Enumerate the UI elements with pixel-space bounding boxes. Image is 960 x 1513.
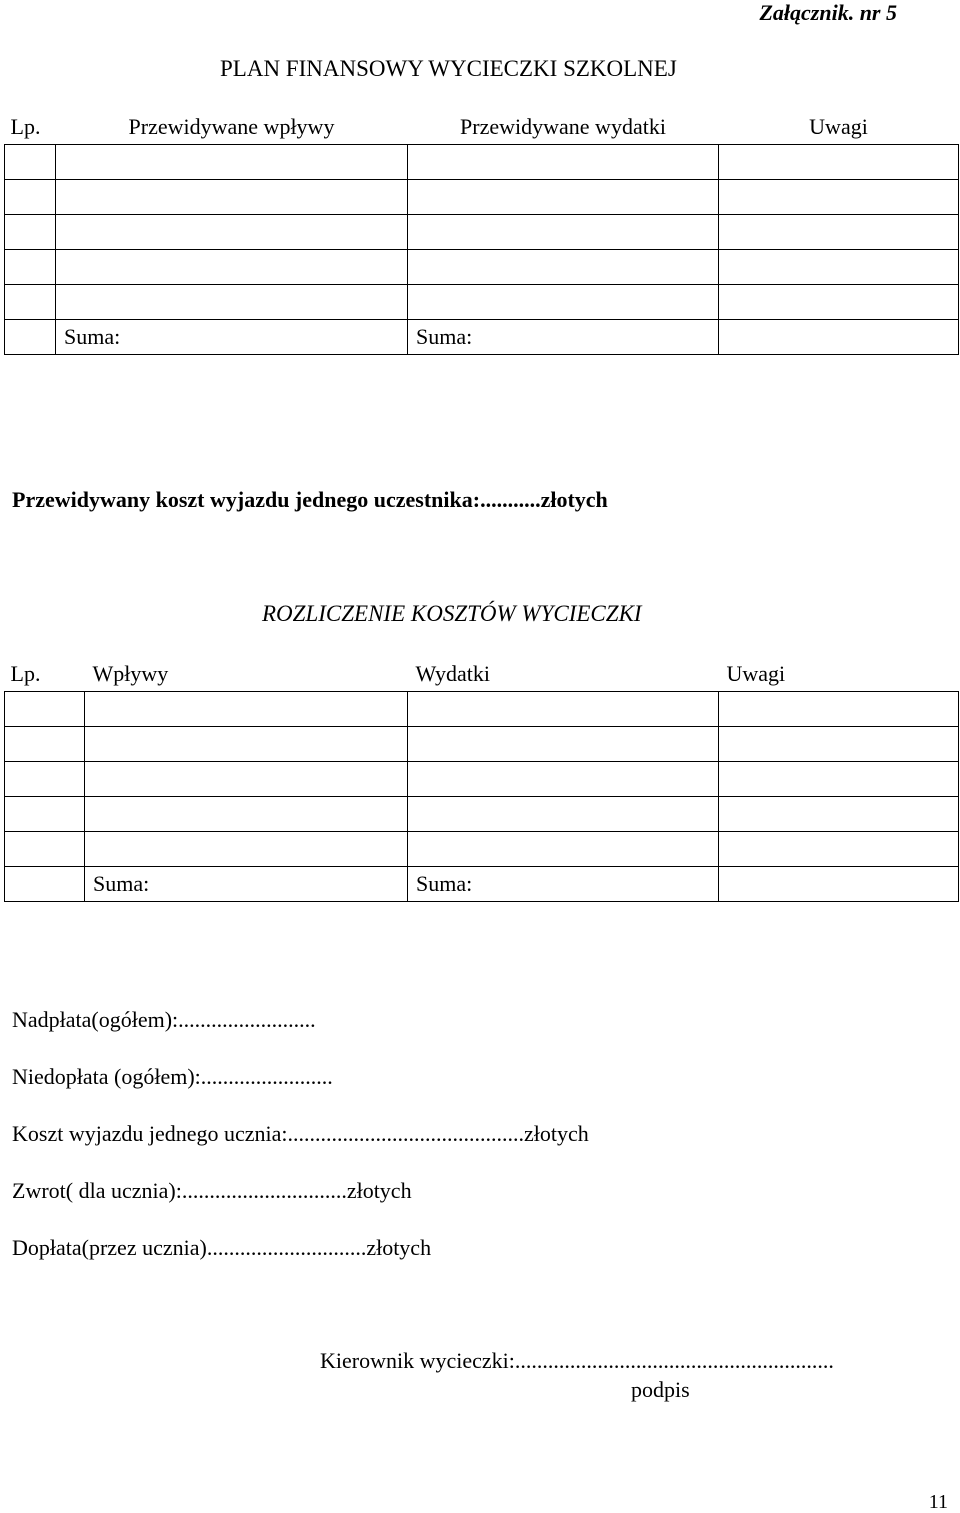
cost-per-student-line: Koszt wyjazdu jednego ucznia:...........................................złotych <box>12 1121 589 1146</box>
income-cell[interactable] <box>56 145 408 180</box>
table-row <box>5 692 959 727</box>
notes-cell[interactable] <box>719 867 959 902</box>
planned-cost-line: Przewidywany koszt wyjazdu jednego uczestnika:...........złotych <box>12 487 608 512</box>
notes-cell[interactable] <box>719 727 959 762</box>
income-cell[interactable] <box>56 180 408 215</box>
table-row <box>5 285 959 320</box>
expense-cell[interactable] <box>408 180 719 215</box>
surcharge-line: Dopłata(przez ucznia).............................złotych <box>12 1235 432 1260</box>
plan-header-expense: Przewidywane wydatki <box>408 110 719 145</box>
lp-cell[interactable] <box>5 250 56 285</box>
expense-cell[interactable] <box>408 692 719 727</box>
table-row <box>5 832 959 867</box>
lp-cell[interactable] <box>5 215 56 250</box>
table-row <box>5 797 959 832</box>
lp-cell[interactable] <box>5 727 85 762</box>
settlement-sum-income: Suma: <box>85 867 408 902</box>
lp-cell[interactable] <box>5 762 85 797</box>
expense-cell[interactable] <box>408 797 719 832</box>
expense-cell[interactable] <box>408 762 719 797</box>
income-cell[interactable] <box>56 215 408 250</box>
settlement-sum-row <box>5 867 959 902</box>
document-title: PLAN FINANSOWY WYCIECZKI SZKOLNEJ <box>220 56 677 81</box>
income-cell[interactable] <box>85 727 408 762</box>
income-cell[interactable] <box>85 692 408 727</box>
refund-line: Zwrot( dla ucznia):..............................złotych <box>12 1178 412 1203</box>
lp-cell[interactable] <box>5 692 85 727</box>
income-cell[interactable] <box>56 285 408 320</box>
plan-sum-expense: Suma: <box>408 320 719 355</box>
settlement-header-income: Wpływy <box>85 657 408 692</box>
lp-cell[interactable] <box>5 832 85 867</box>
expense-cell[interactable] <box>408 727 719 762</box>
plan-sum-row <box>5 320 959 355</box>
expense-cell[interactable] <box>408 145 719 180</box>
lp-cell[interactable] <box>5 180 56 215</box>
income-cell[interactable] <box>85 797 408 832</box>
expense-cell[interactable] <box>408 832 719 867</box>
settlement-table <box>4 657 959 902</box>
settlement-sum-expense: Suma: <box>408 867 719 902</box>
income-cell[interactable] <box>85 832 408 867</box>
lp-cell <box>5 320 56 355</box>
settlement-header-expense: Wydatki <box>408 657 719 692</box>
plan-table <box>4 110 959 355</box>
settlement-title: ROZLICZENIE KOSZTÓW WYCIECZKI <box>262 601 642 626</box>
notes-cell[interactable] <box>719 285 959 320</box>
settlement-header-lp: Lp. <box>5 657 85 692</box>
plan-header-lp: Lp. <box>5 110 56 145</box>
notes-cell[interactable] <box>719 145 959 180</box>
notes-cell[interactable] <box>719 762 959 797</box>
underpayment-line: Niedopłata (ogółem):........................ <box>12 1064 333 1089</box>
lp-cell[interactable] <box>5 797 85 832</box>
page-number: 11 <box>928 1491 948 1513</box>
notes-cell[interactable] <box>719 180 959 215</box>
table-row <box>5 180 959 215</box>
expense-cell[interactable] <box>408 250 719 285</box>
lp-cell[interactable] <box>5 145 56 180</box>
signature-line: Kierownik wycieczki:.......................................................... <box>320 1348 834 1373</box>
notes-cell[interactable] <box>719 832 959 867</box>
notes-cell[interactable] <box>719 320 959 355</box>
lp-cell <box>5 867 85 902</box>
notes-cell[interactable] <box>719 250 959 285</box>
table-row <box>5 250 959 285</box>
income-cell[interactable] <box>56 250 408 285</box>
table-row <box>5 762 959 797</box>
table-row <box>5 727 959 762</box>
plan-table-header-row <box>5 110 959 145</box>
table-row <box>5 215 959 250</box>
overpayment-line: Nadpłata(ogółem):......................... <box>12 1007 316 1032</box>
attachment-label: Załącznik. nr 5 <box>759 0 897 25</box>
settlement-header-notes: Uwagi <box>719 657 959 692</box>
notes-cell[interactable] <box>719 215 959 250</box>
expense-cell[interactable] <box>408 285 719 320</box>
plan-header-income: Przewidywane wpływy <box>56 110 408 145</box>
signature-caption: podpis <box>631 1377 690 1402</box>
lp-cell[interactable] <box>5 285 56 320</box>
settlement-table-header-row <box>5 657 959 692</box>
table-row <box>5 145 959 180</box>
plan-header-notes: Uwagi <box>719 110 959 145</box>
income-cell[interactable] <box>85 762 408 797</box>
expense-cell[interactable] <box>408 215 719 250</box>
notes-cell[interactable] <box>719 797 959 832</box>
notes-cell[interactable] <box>719 692 959 727</box>
plan-sum-income: Suma: <box>56 320 408 355</box>
